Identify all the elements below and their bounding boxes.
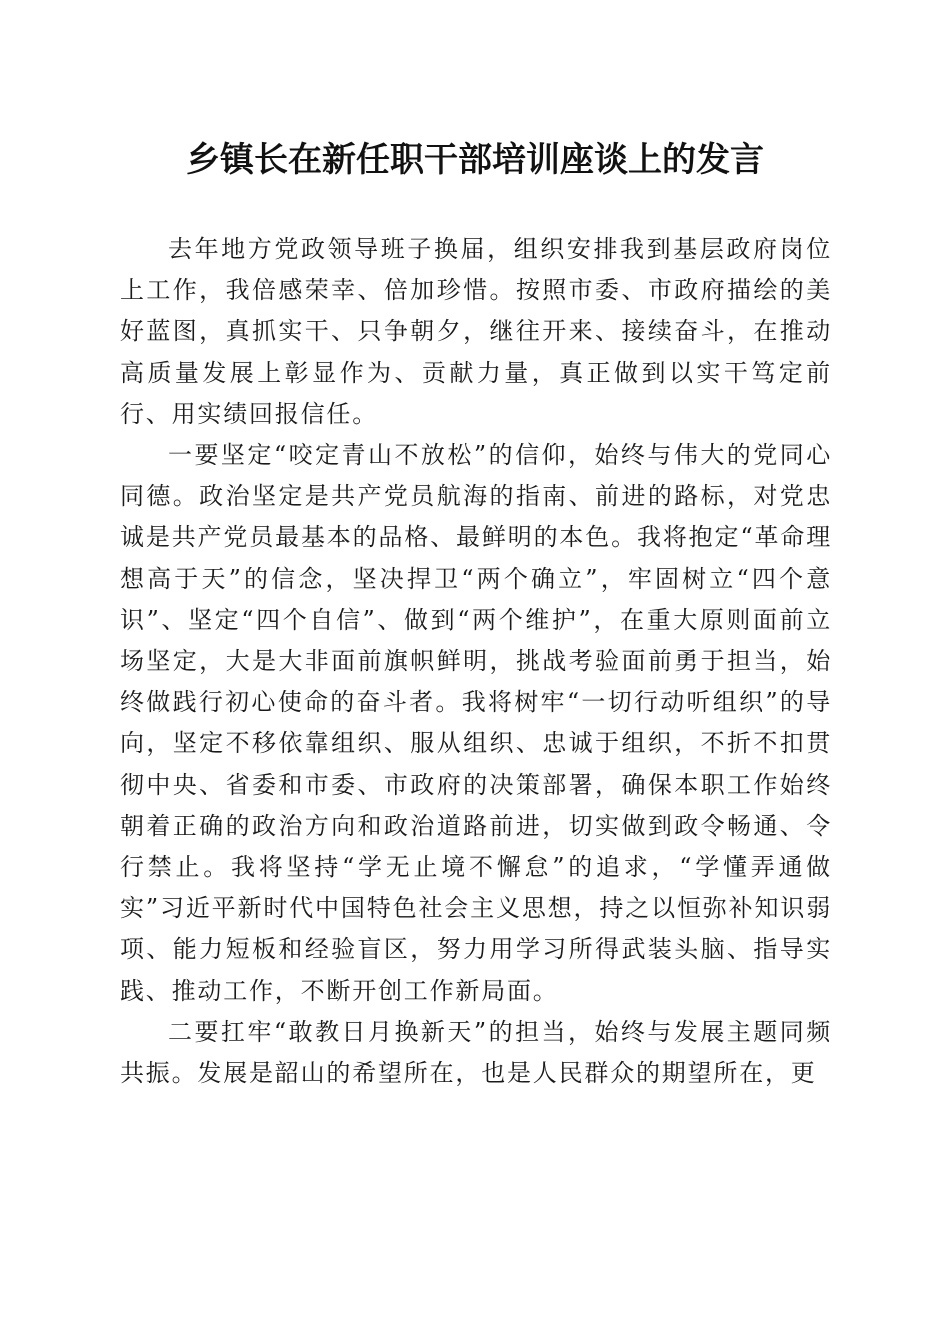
paragraph-intro: 去年地方党政领导班子换届，组织安排我到基层政府岗位上工作，我倍感荣幸、倍加珍惜。按照市委、市政府描绘的美好蓝图，真抓实干、只争朝夕，继往开来、接续奋斗，在推动高质量发展上彰显作为、贡献力量，真正做到以实干笃定前行、用实绩回报信任。 (120, 235, 832, 428)
paragraph-point-one: 一要坚定“咬定青山不放松”的信仰，始终与伟大的党同心同德。政治坚定是共产党员航海的指南、前进的路标，对党忠诚是共产党员最基本的品格、最鲜明的本色。我将抱定“革命理想高于天”的信念，坚决捍卫“两个确立”，牢固树立“四个意识”、坚定“四个自信”、做到“两个维护”，在重大原则面前立场坚定，大是大非面前旗帜鲜明，挑战考验面前勇于担当，始终做践行初心使命的奋斗者。我将树牢“一切行动听组织”的导向，坚定不移依靠组织、服从组织、忠诚于组织，不折不扣贯彻中央、省委和市委、市政府的决策部署，确保本职工作始终朝着正确的政治方向和政治道路前进，切实做到政令畅通、令行禁止。我将坚持“学无止境不懈怠”的追求，“学懂弄通做实”习近平新时代中国特色社会主义思想，持之以恒弥补知识弱项、能力短板和经验盲区，努力用学习所得武装头脑、指导实践、推动工作，不断开创工作新局面。 (120, 441, 832, 1005)
document-title: 乡镇长在新任职干部培训座谈上的发言 (186, 140, 764, 180)
document-body (120, 229, 832, 1094)
paragraph-point-two: 二要扛牢“敢教日月换新天”的担当，始终与发展主题同频共振。发展是韶山的希望所在，也是人民群众的期望所在，更 (120, 1017, 832, 1088)
